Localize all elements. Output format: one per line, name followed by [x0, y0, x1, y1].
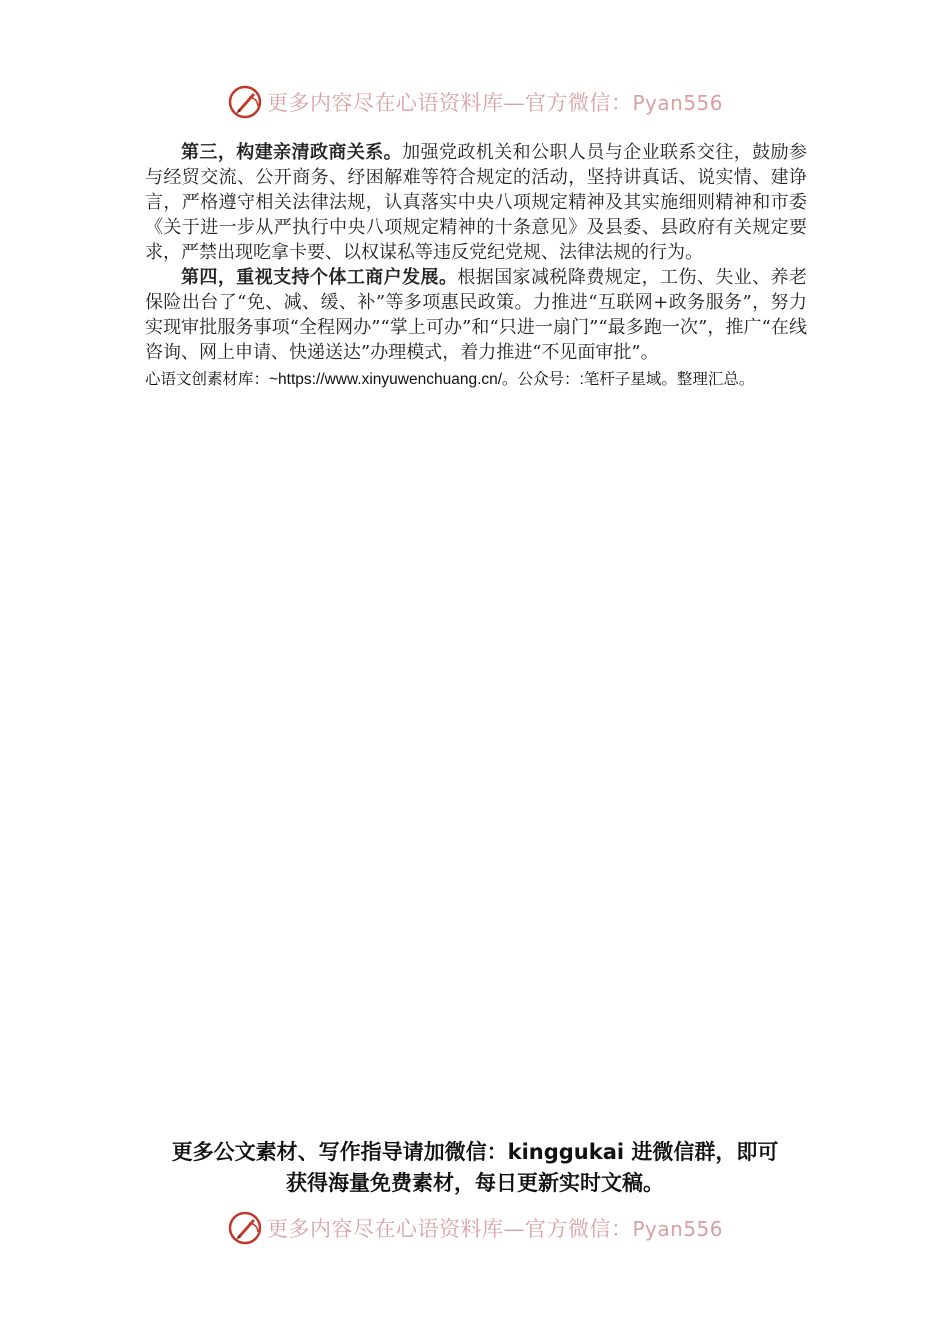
paragraph-4-lead: 第四，重视支持个体工商户发展。: [181, 267, 458, 288]
quill-logo-icon: [227, 1210, 263, 1246]
paragraph-3-lead: 第三，构建亲清政商关系。: [181, 142, 403, 163]
paragraph-3: [145, 140, 807, 265]
paragraph-4-body: 根据国家减税降费规定，工伤、失业、养老保险出台了“免、减、缓、补”等多项惠民政策。力推进“互联网+政务服务”，努力实现审批服务事项“全程网办”“掌上可办”和“只进一扇门”“最多跑一次”，推广“在线咨询、网上申请、快递送达”办理模式，着力推进“不见面审批”。: [145, 267, 808, 363]
quill-logo-icon: [227, 84, 263, 120]
paragraph-3-body: 加强党政机关和公职人员与企业联系交往，鼓励参与经贸交流、公开商务、纾困解难等符合规定的活动，坚持讲真话、说实情、建诤言，严格遵守相关法律法规，认真落实中央八项规定精神及其实施细则精神和市委《关于进一步从严执行中央八项规定精神的十条意见》及县委、县政府有关规定要求，严禁出现吃拿卡要、以权谋私等违反党纪党规、法律法规的行为。: [145, 142, 808, 263]
footer-banner: [0, 1208, 950, 1248]
cta-line-2: 获得海量免费素材，每日更新实时文稿。: [286, 1171, 664, 1195]
header-banner: [0, 82, 950, 122]
wechat-cta: [100, 1137, 850, 1199]
header-banner-handle: Pyan556: [632, 91, 723, 115]
footer-banner-text: 更多内容尽在心语资料库—官方微信：Pyan556: [266, 1217, 723, 1241]
source-credit: 心语文创素材库：~https://www.xinyuwenchuang.cn/。公众号：:笔杆子星域。整理汇总。: [145, 371, 755, 388]
footer-banner-handle: Pyan556: [632, 1217, 723, 1241]
document-body: [145, 140, 807, 392]
paragraph-4: [145, 265, 807, 365]
header-banner-text: 更多内容尽在心语资料库—官方微信：Pyan556: [266, 91, 723, 115]
cta-line-1: 更多公文素材、写作指导请加微信：kinggukai 进微信群，即可: [171, 1140, 779, 1164]
